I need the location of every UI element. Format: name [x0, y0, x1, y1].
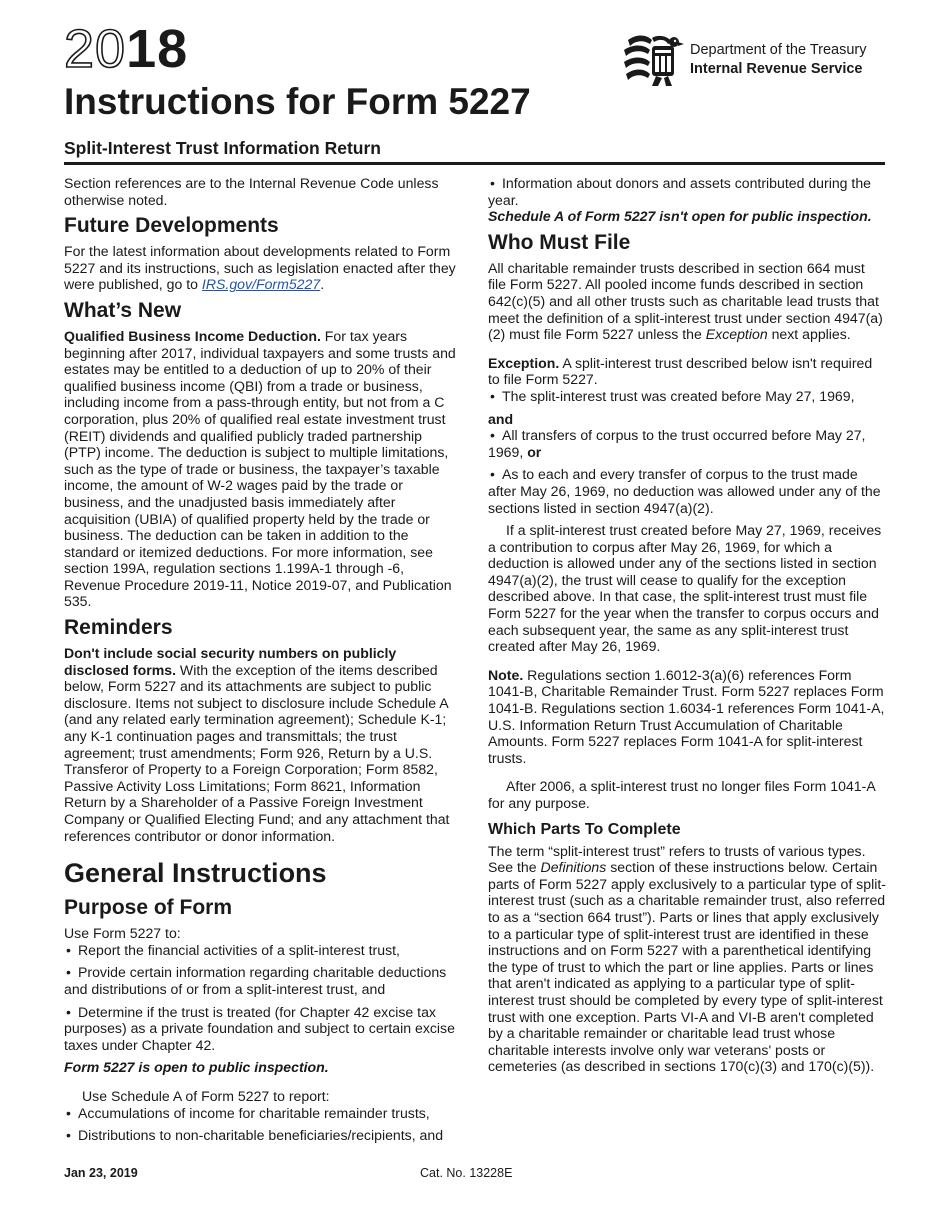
year-solid: 18: [126, 19, 189, 79]
schedule-a-bullet: • Distributions to non-charitable beneficiaries/recipients, and: [64, 1127, 462, 1144]
purpose-bullet: • Determine if the trust is treated (for Chapter 42 excise tax purposes) as a private foundation and subject to certain excise taxes under Chapter 42.: [64, 1004, 462, 1054]
reminders-paragraph: Don't include social security numbers on publicly disclosed forms. With the exception of the items described below, Form 5227 and its attachments are subject to public disclosure. Items not subject to disclosure include Schedule A (and any related early termination agreement); Schedule K-1; any K-1 continuation pages and transmittals; the trust agreement; trust amendments; Form 926, Return by a U.S. Transferor of Property to a Foreign Corporation; Form 8582, Passive Activity Loss Limitations; Form 8621, Information Return by a Shareholder of a Passive Foreign Investment Company or Qualified Electing Fund; and any attachment that references contributor or donor information.: [64, 645, 450, 844]
note-paragraph: Note. Regulations section 1.6012-3(a)(6) references Form 1041-B, Charitable Remainder Trust. Form 5227 replaces Form 1041-B. Regulations section 1.6034-1 references Form 1041-A, U.S. Information Return Trust Accumulation of Charitable Amounts. Form 5227 replaces Form 1041-A for split-interest trusts.: [488, 666, 885, 766]
year-outline: 20: [64, 19, 127, 79]
exception-bullet: • The split-interest trust was created before May 27, 1969,: [488, 388, 886, 405]
purpose-bullet: • Provide certain information regarding charitable deductions and distributions of or from a split-interest trust, and: [64, 964, 462, 997]
donor-info-bullet: • Information about donors and assets contributed during the year.: [488, 175, 886, 208]
reminders-lead: Don't include social security numbers on publicly disclosed forms.: [64, 645, 397, 678]
purpose-of-form-heading: Purpose of Form: [64, 896, 233, 920]
reminders-heading: Reminders: [64, 616, 173, 640]
who-must-file-heading: Who Must File: [488, 230, 631, 254]
qbi-paragraph: Qualified Business Income Deduction. For tax years beginning after 2017, individual taxpayers and some trusts and estates may be entitled to a deduction of up to 20% of their qualified business income (QBI) from a trade or business, including income from a pass-through entity, but not from a C corporation, plus 20% of qualified real estate investment trust (REIT) dividends and qualified publicly traded partnership (PTP) income. The deduction is subject to multiple limitations, such as the type of trade or business, the taxpayer’s taxable income, the amount of W-2 wages paid by the trade or business, and the unadjusted basis immediately after acquisition (UBIA) of qualified property held by the trade or business. The deduction can be taken in addition to the standard or itemized deductions. For more information, see section 199A, regulation sections 1.199A-1 through -6, Revenue Procedure 2019-11, Notice 2019-07, and Publication 535.: [64, 327, 456, 610]
right-column: [488, 175, 886, 1081]
intro-text: Section references are to the Internal Revenue Code unless otherwise noted.: [64, 175, 439, 208]
agency-irs: Internal Revenue Service: [690, 61, 863, 77]
exception-lead: Exception.: [488, 354, 560, 371]
who-must-file-text: All charitable remainder trusts described in section 664 must file Form 5227. All pooled income funds described in section 642(c)(5) and all other trusts such as charitable lead trusts that meet the definition of a split-interest trust under section 4947(a)(2) must file Form 5227 unless the Exception next applies.: [488, 259, 883, 343]
qbi-lead: Qualified Business Income Deduction.: [64, 327, 321, 344]
future-developments-heading: Future Developments: [64, 214, 279, 238]
page-title: Instructions for Form 5227: [64, 81, 531, 122]
exception-bullet: • All transfers of corpus to the trust occurred before May 27, 1969, or: [488, 427, 886, 460]
exception-paragraph: Exception. A split-interest trust described below isn't required to file Form 5227.: [488, 354, 873, 388]
which-parts-text: The term “split-interest trust” refers to trusts of various types. See the Definitions section of these instructions below. Certain parts of Form 5227 apply exclusively to a particular type of split-interest trust (such as a charitable remainder trust, also referred to as a “section 664 trust”). Parts or lines that apply exclusively to a particular type of split-interest trust are identified in these instructions and on Form 5227 with a parenthetical identifying the type of trust to which the part or line applies. Parts or lines that aren't indicated as applying to a particular type of split-interest trust should be completed by every type of split-interest trust with one exception. Parts VI-A and VI-B aren't completed by a charitable remainder or charitable lead trust whose charitable interests involve only war veterans' posts or cemeteries (as described in sections 170(c)(3) and 170(c)(5)).: [488, 842, 886, 1075]
exception-or: or: [527, 443, 542, 460]
catalog-number: Cat. No. 13228E: [420, 1166, 513, 1180]
exception-and: and: [488, 410, 514, 427]
form-year: [64, 19, 189, 79]
schedule-a-note: Schedule A of Form 5227 isn't open for public inspection.: [488, 208, 872, 225]
purpose-intro: Use Form 5227 to:: [64, 925, 181, 942]
agency-text: [690, 41, 867, 79]
purpose-bullet: • Report the financial activities of a split-interest trust,: [64, 942, 462, 959]
future-developments-text: For the latest information about developments related to Form 5227 and its instructions, such as legislation enacted after they were published, go to IRS.gov/Form5227.: [64, 243, 456, 293]
whats-new-heading: What’s New: [64, 298, 182, 322]
which-parts-heading: Which Parts To Complete: [488, 820, 681, 838]
exception-bullet: • As to each and every transfer of corpus to the trust made after May 26, 1969, no deduction was allowed under any of the sections listed in section 4947(a)(2).: [488, 466, 886, 516]
revision-date: Jan 23, 2019: [64, 1166, 138, 1180]
general-instructions-heading: General Instructions: [64, 858, 327, 889]
irs-eagle-logo-icon: [622, 32, 684, 88]
left-column: [64, 175, 462, 1150]
agency-block: [622, 32, 867, 88]
public-inspection-note: Form 5227 is open to public inspection.: [64, 1059, 329, 1076]
after-2006-paragraph: After 2006, a split-interest trust no longer files Form 1041-A for any purpose.: [488, 778, 875, 811]
irs-form5227-link[interactable]: IRS.gov/Form5227: [201, 276, 321, 293]
header-rule: [64, 162, 885, 165]
schedule-a-intro: Use Schedule A of Form 5227 to report:: [82, 1087, 330, 1104]
note-lead: Note.: [488, 666, 524, 683]
if-split-interest-paragraph: If a split-interest trust created before May 27, 1969, receives a contribution to corpus after May 26, 1969, for which a deduction is allowed under any of the sections listed in section 4947(a)(2), the trust will cease to qualify for the exception described above. In that case, the split-interest trust must file Form 5227 for the year when the transfer to corpus occurs and each subsequent year, the same as any split-interest trust created after May 26, 1969.: [488, 522, 882, 655]
agency-department: Department of the Treasury: [690, 42, 867, 58]
page-subtitle: Split-Interest Trust Information Return: [64, 138, 381, 158]
schedule-a-bullet: • Accumulations of income for charitable remainder trusts,: [64, 1105, 462, 1122]
